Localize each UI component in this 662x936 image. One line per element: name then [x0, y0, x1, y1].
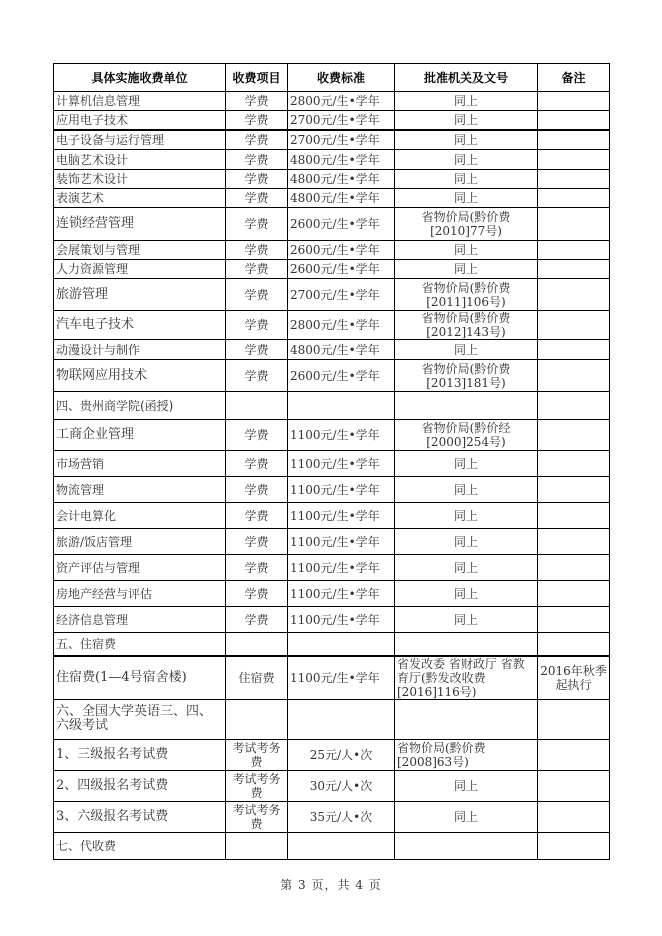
note-cell — [538, 739, 610, 770]
empty-cell — [538, 392, 610, 420]
authority-cell: 同上 — [395, 503, 538, 529]
fee-standard-cell: 1100元/生•学年 — [288, 581, 395, 607]
header-standard: 收费标准 — [288, 64, 395, 92]
table-row — [54, 311, 610, 340]
authority-cell: 省物价局(黔价费[2010]77号) — [395, 208, 538, 241]
unit-cell: 物联网应用技术 — [54, 360, 226, 392]
empty-cell — [395, 832, 538, 859]
unit-cell: 经济信息管理 — [54, 607, 226, 633]
unit-cell: 旅游/饭店管理 — [54, 529, 226, 555]
note-cell — [538, 150, 610, 170]
header-item: 收费项目 — [226, 64, 288, 92]
note-cell — [538, 503, 610, 529]
fee-item-cell: 学费 — [226, 241, 288, 260]
unit-cell: 连锁经营管理 — [54, 208, 226, 241]
fee-item-cell: 学费 — [226, 451, 288, 477]
authority-cell: 省物价局(黔价费[2011]106号) — [395, 279, 538, 311]
authority-cell: 同上 — [395, 477, 538, 503]
unit-cell: 电脑艺术设计 — [54, 150, 226, 170]
section-title: 六、全国大学英语三、四、六级考试 — [54, 699, 226, 739]
fee-item-cell: 学费 — [226, 170, 288, 189]
note-cell — [538, 130, 610, 150]
fee-item-cell: 学费 — [226, 311, 288, 340]
fee-item-cell: 住宿费 — [226, 656, 288, 700]
note-cell — [538, 477, 610, 503]
empty-cell — [395, 699, 538, 739]
table-row — [54, 770, 610, 801]
note-cell — [538, 360, 610, 392]
table-row — [54, 130, 610, 150]
empty-cell — [538, 832, 610, 859]
unit-cell: 表演艺术 — [54, 189, 226, 208]
authority-cell: 同上 — [395, 241, 538, 260]
table-row — [54, 279, 610, 311]
unit-cell: 1、三级报名考试费 — [54, 739, 226, 770]
authority-cell: 同上 — [395, 340, 538, 360]
authority-cell: 同上 — [395, 770, 538, 801]
table-row — [54, 260, 610, 279]
fee-item-cell: 学费 — [226, 150, 288, 170]
fee-item-cell: 学费 — [226, 360, 288, 392]
note-cell — [538, 111, 610, 130]
table-row — [54, 656, 610, 700]
unit-cell: 旅游管理 — [54, 279, 226, 311]
note-cell — [538, 420, 610, 451]
authority-cell: 同上 — [395, 150, 538, 170]
fee-standard-cell: 30元/人•次 — [288, 770, 395, 801]
unit-cell: 汽车电子技术 — [54, 311, 226, 340]
section-row — [54, 699, 610, 739]
note-cell — [538, 170, 610, 189]
note-cell — [538, 529, 610, 555]
unit-cell: 2、四级报名考试费 — [54, 770, 226, 801]
table-body — [54, 92, 610, 860]
header-unit: 具体实施收费单位 — [54, 64, 226, 92]
unit-cell: 电子设备与运行管理 — [54, 130, 226, 150]
fee-table — [53, 63, 610, 860]
fee-standard-cell: 2600元/生•学年 — [288, 360, 395, 392]
note-cell — [538, 801, 610, 832]
fee-item-cell: 学费 — [226, 529, 288, 555]
fee-item-cell: 学费 — [226, 581, 288, 607]
fee-standard-cell: 1100元/生•学年 — [288, 420, 395, 451]
fee-standard-cell: 1100元/生•学年 — [288, 477, 395, 503]
authority-cell: 同上 — [395, 581, 538, 607]
fee-standard-cell: 1100元/生•学年 — [288, 656, 395, 700]
note-cell — [538, 340, 610, 360]
authority-cell: 同上 — [395, 451, 538, 477]
empty-cell — [288, 633, 395, 656]
unit-cell: 动漫设计与制作 — [54, 340, 226, 360]
unit-cell: 计算机信息管理 — [54, 92, 226, 111]
table-row — [54, 739, 610, 770]
empty-cell — [226, 392, 288, 420]
section-title: 四、贵州商学院(函授) — [54, 392, 226, 420]
fee-standard-cell: 4800元/生•学年 — [288, 340, 395, 360]
table-row — [54, 170, 610, 189]
fee-standard-cell: 2800元/生•学年 — [288, 92, 395, 111]
authority-cell: 同上 — [395, 260, 538, 279]
authority-cell: 省物价局(黔价费[2012]143号) — [395, 311, 538, 340]
fee-item-cell: 学费 — [226, 607, 288, 633]
authority-cell: 省发改委 省财政厅 省教育厅(黔发改收费[2016]116号) — [395, 656, 538, 700]
fee-item-cell: 学费 — [226, 260, 288, 279]
unit-cell: 房地产经营与评估 — [54, 581, 226, 607]
section-row — [54, 392, 610, 420]
fee-standard-cell: 1100元/生•学年 — [288, 451, 395, 477]
note-cell — [538, 279, 610, 311]
unit-cell: 会计电算化 — [54, 503, 226, 529]
note-cell — [538, 451, 610, 477]
fee-item-cell: 学费 — [226, 130, 288, 150]
fee-item-cell: 学费 — [226, 420, 288, 451]
fee-item-cell: 学费 — [226, 189, 288, 208]
authority-cell: 同上 — [395, 170, 538, 189]
fee-standard-cell: 4800元/生•学年 — [288, 150, 395, 170]
authority-cell: 省物价局(黔价费[2008]63号) — [395, 739, 538, 770]
header-authority: 批准机关及文号 — [395, 64, 538, 92]
table-row — [54, 477, 610, 503]
fee-standard-cell: 2700元/生•学年 — [288, 111, 395, 130]
unit-cell: 装饰艺术设计 — [54, 170, 226, 189]
unit-cell: 会展策划与管理 — [54, 241, 226, 260]
table-row — [54, 529, 610, 555]
authority-cell: 省物价局(黔价费[2013]181号) — [395, 360, 538, 392]
empty-cell — [288, 699, 395, 739]
note-cell — [538, 92, 610, 111]
empty-cell — [395, 633, 538, 656]
table-row — [54, 92, 610, 111]
fee-standard-cell: 25元/人•次 — [288, 739, 395, 770]
section-title: 七、代收费 — [54, 832, 226, 859]
unit-cell: 市场营销 — [54, 451, 226, 477]
section-title: 五、住宿费 — [54, 633, 226, 656]
table-row — [54, 555, 610, 581]
note-cell — [538, 189, 610, 208]
fee-standard-cell: 4800元/生•学年 — [288, 189, 395, 208]
authority-cell: 同上 — [395, 92, 538, 111]
header-note: 备注 — [538, 64, 610, 92]
empty-cell — [226, 633, 288, 656]
fee-item-cell: 学费 — [226, 477, 288, 503]
fee-item-cell: 学费 — [226, 503, 288, 529]
section-row — [54, 832, 610, 859]
fee-item-cell: 考试考务费 — [226, 770, 288, 801]
note-cell — [538, 581, 610, 607]
authority-cell: 同上 — [395, 189, 538, 208]
table-row — [54, 340, 610, 360]
fee-standard-cell: 35元/人•次 — [288, 801, 395, 832]
table-row — [54, 581, 610, 607]
authority-cell: 同上 — [395, 111, 538, 130]
unit-cell: 3、六级报名考试费 — [54, 801, 226, 832]
fee-standard-cell: 2600元/生•学年 — [288, 241, 395, 260]
fee-standard-cell: 2600元/生•学年 — [288, 208, 395, 241]
authority-cell: 同上 — [395, 801, 538, 832]
fee-standard-cell: 2700元/生•学年 — [288, 279, 395, 311]
fee-item-cell: 学费 — [226, 279, 288, 311]
fee-item-cell: 学费 — [226, 340, 288, 360]
empty-cell — [288, 832, 395, 859]
fee-standard-cell: 1100元/生•学年 — [288, 555, 395, 581]
table-row — [54, 241, 610, 260]
authority-cell: 同上 — [395, 130, 538, 150]
fee-standard-cell: 1100元/生•学年 — [288, 503, 395, 529]
fee-standard-cell: 2800元/生•学年 — [288, 311, 395, 340]
table-row — [54, 801, 610, 832]
unit-cell: 应用电子技术 — [54, 111, 226, 130]
unit-cell: 工商企业管理 — [54, 420, 226, 451]
note-cell — [538, 555, 610, 581]
table-row — [54, 150, 610, 170]
empty-cell — [538, 699, 610, 739]
note-cell — [538, 241, 610, 260]
empty-cell — [538, 633, 610, 656]
note-cell: 2016年秋季起执行 — [538, 656, 610, 700]
section-row — [54, 633, 610, 656]
fee-standard-cell: 2700元/生•学年 — [288, 130, 395, 150]
empty-cell — [288, 392, 395, 420]
empty-cell — [226, 832, 288, 859]
empty-cell — [395, 392, 538, 420]
table-row — [54, 360, 610, 392]
authority-cell: 同上 — [395, 607, 538, 633]
fee-item-cell: 学费 — [226, 208, 288, 241]
note-cell — [538, 260, 610, 279]
unit-cell: 资产评估与管理 — [54, 555, 226, 581]
authority-cell: 同上 — [395, 529, 538, 555]
fee-item-cell: 学费 — [226, 111, 288, 130]
fee-standard-cell: 2600元/生•学年 — [288, 260, 395, 279]
table-row — [54, 420, 610, 451]
fee-item-cell: 考试考务费 — [226, 739, 288, 770]
note-cell — [538, 311, 610, 340]
page-number: 第 3 页，共 4 页 — [280, 878, 382, 892]
fee-standard-cell: 1100元/生•学年 — [288, 607, 395, 633]
authority-cell: 省物价局(黔价经[2000]254号) — [395, 420, 538, 451]
note-cell — [538, 607, 610, 633]
note-cell — [538, 208, 610, 241]
authority-cell: 同上 — [395, 555, 538, 581]
fee-item-cell: 考试考务费 — [226, 801, 288, 832]
unit-cell: 住宿费(1—4号宿舍楼) — [54, 656, 226, 700]
fee-item-cell: 学费 — [226, 555, 288, 581]
table-row — [54, 208, 610, 241]
fee-standard-cell: 4800元/生•学年 — [288, 170, 395, 189]
fee-standard-cell: 1100元/生•学年 — [288, 529, 395, 555]
table-row — [54, 451, 610, 477]
table-row — [54, 607, 610, 633]
table-row — [54, 503, 610, 529]
fee-item-cell: 学费 — [226, 92, 288, 111]
table-header-row — [54, 64, 610, 92]
table-row — [54, 111, 610, 130]
unit-cell: 物流管理 — [54, 477, 226, 503]
note-cell — [538, 770, 610, 801]
table-row — [54, 189, 610, 208]
unit-cell: 人力资源管理 — [54, 260, 226, 279]
empty-cell — [226, 699, 288, 739]
